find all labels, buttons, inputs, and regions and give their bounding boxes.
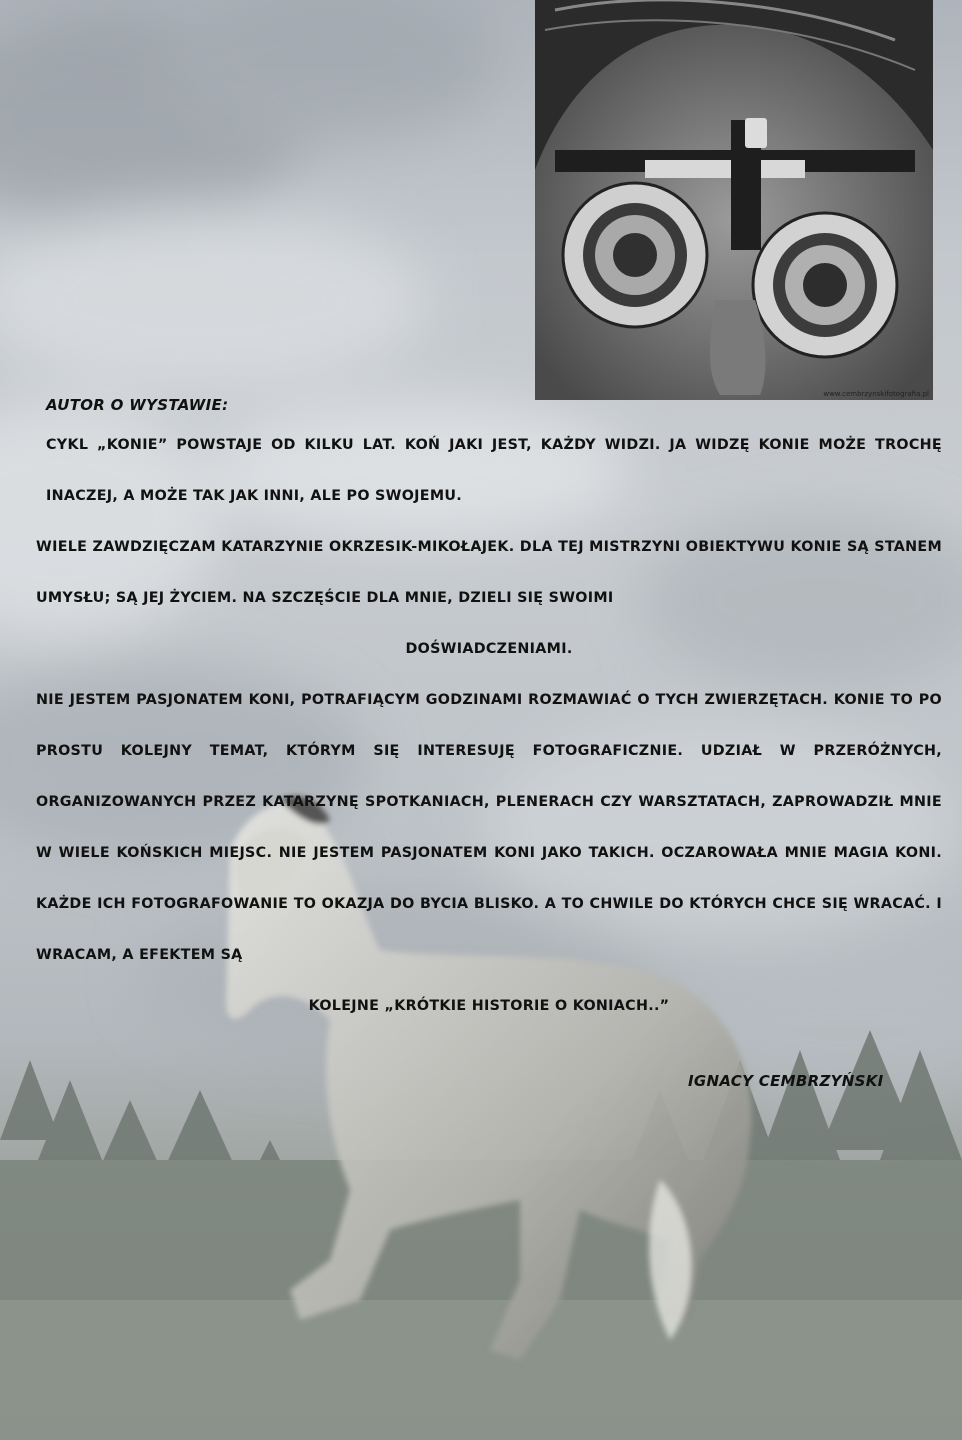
statement-paragraph-3 bbox=[36, 675, 942, 1032]
statement-paragraph-1: CYKL „KONIE” POWSTAJE OD KILKU LAT. KOŃ JAKI JEST, KAŻDY WIDZI. JA WIDZĘ KONIE MOŻE TROCHĘ INACZEJ, A MOŻE TAK JAK INNI, ALE PO SWOJEMU. bbox=[46, 437, 942, 504]
statement-paragraph-2-end: DOŚWIADCZENIAMI. bbox=[405, 641, 573, 657]
author-statement bbox=[36, 396, 942, 1032]
statement-paragraph-3-end: KOLEJNE „KRÓTKIE HISTORIE O KONIACH..” bbox=[308, 998, 670, 1014]
statement-paragraph-3-text: NIE JESTEM PASJONATEM KONI, POTRAFIĄCYM GODZINAMI ROZMAWIAĆ O TYCH ZWIERZĘTACH. KONIE TO PO PROSTU KOLEJNY TEMAT, KTÓRYM SIĘ INTERESUJĘ FOTOGRAFICZNIE. UDZIAŁ W PRZERÓŻNYCH, ORGANIZOWANYCH PRZEZ KATARZYNĘ SPOTKANIACH, PLENERACH CZY WARSZTATACH, ZAPROWADZIŁ MNIE W WIELE KOŃSKICH MIEJSC. NIE JESTEM PASJONATEM KONI JAKO TAKICH. OCZAROWAŁA MNIE MAGIA KONI. KAŻDE ICH FOTOGRAFOWANIE TO OKAZJA DO BYCIA BLISKO. A TO CHWILE DO KTÓRYCH CHCE SIĘ WRACAĆ. I WRACAM, A EFEKTEM SĄ bbox=[36, 692, 942, 963]
statement-heading: AUTOR O WYSTAWIE: bbox=[46, 396, 229, 414]
photo-watermark: www.cembrzynskifotografia.pl bbox=[823, 390, 929, 398]
author-portrait bbox=[535, 0, 933, 400]
author-signature: IGNACY CEMBRZYŃSKI bbox=[688, 1072, 884, 1090]
statement-paragraph-2-text: WIELE ZAWDZIĘCZAM KATARZYNIE OKRZESIK-MIKOŁAJEK. DLA TEJ MISTRZYNI OBIEKTYWU KONIE SĄ STANEM UMYSŁU; SĄ JEJ ŻYCIEM. NA SZCZĘŚCIE DLA MNIE, DZIELI SIĘ SWOIMI bbox=[36, 539, 942, 606]
statement-paragraph-2 bbox=[36, 522, 942, 675]
left-lens bbox=[563, 183, 707, 327]
right-lens bbox=[753, 213, 897, 357]
